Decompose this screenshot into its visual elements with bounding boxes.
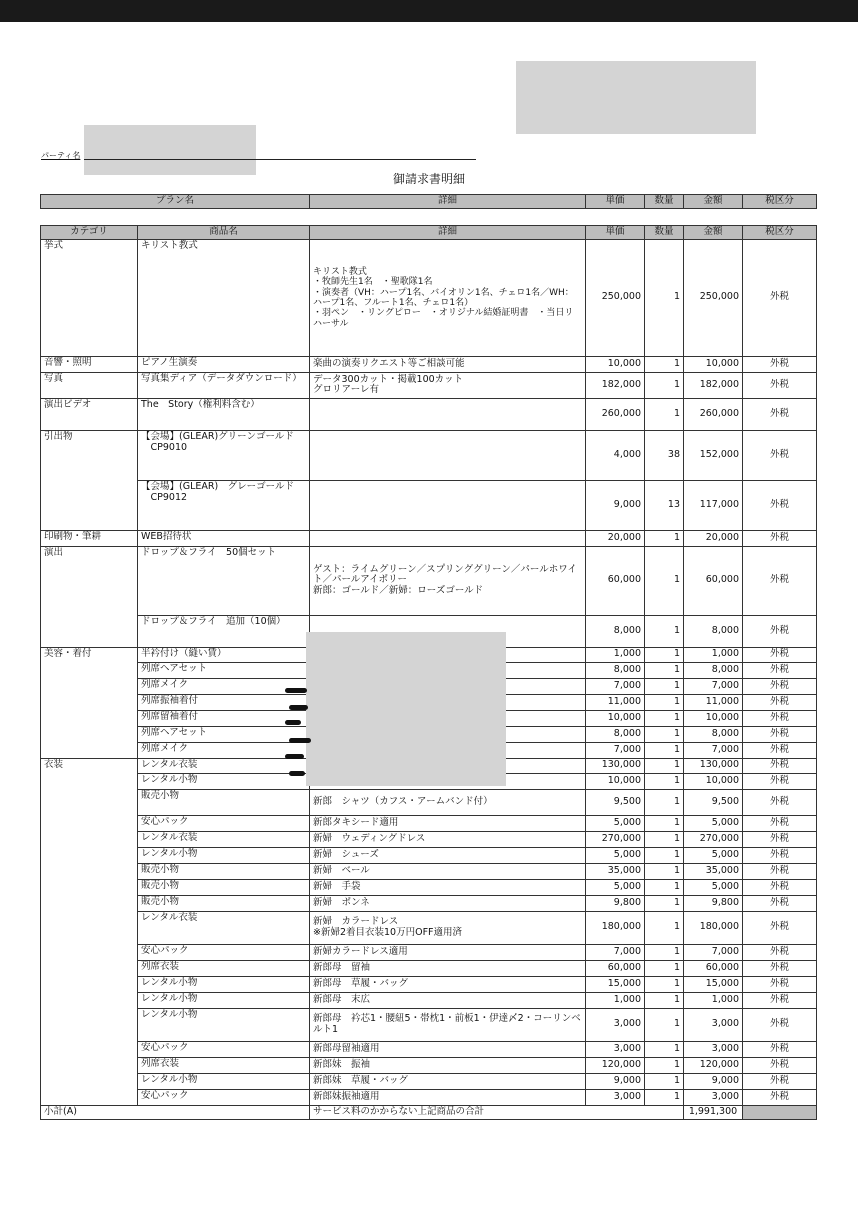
party-name-label: パーティ名 bbox=[41, 151, 81, 160]
detail-cell: ゲスト：ライムグリーン／スプリンググリーン／パールホワイト／パールアイボリー 新郎：ゴールド／新婦：ローズゴールド bbox=[310, 546, 586, 615]
amount-cell: 1,000 bbox=[684, 992, 743, 1008]
amount-cell: 3,000 bbox=[684, 1008, 743, 1041]
amount-cell: 20,000 bbox=[684, 530, 743, 546]
quantity-cell: 1 bbox=[645, 992, 684, 1008]
table-row bbox=[41, 789, 817, 815]
table-row bbox=[41, 1057, 817, 1073]
plan-col-tax: 税区分 bbox=[743, 195, 817, 209]
quantity-cell: 1 bbox=[645, 879, 684, 895]
unit-price-cell: 9,800 bbox=[586, 895, 645, 911]
redaction-mark bbox=[285, 754, 304, 759]
tax-class-cell: 外税 bbox=[743, 879, 817, 895]
item-name-cell: キリスト教式 bbox=[138, 239, 310, 356]
quantity-cell: 1 bbox=[645, 944, 684, 960]
amount-cell: 5,000 bbox=[684, 879, 743, 895]
item-name-cell: 販売小物 bbox=[138, 789, 310, 815]
tax-class-cell: 外税 bbox=[743, 694, 817, 710]
detail-cell bbox=[310, 430, 586, 480]
table-row bbox=[41, 546, 817, 615]
amount-cell: 1,000 bbox=[684, 647, 743, 662]
table-row bbox=[41, 863, 817, 879]
quantity-cell: 1 bbox=[645, 1089, 684, 1105]
col-item-name: 商品名 bbox=[138, 226, 310, 240]
unit-price-cell: 3,000 bbox=[586, 1041, 645, 1057]
tax-class-cell: 外税 bbox=[743, 372, 817, 398]
item-name-cell: レンタル小物 bbox=[138, 992, 310, 1008]
unit-price-cell: 5,000 bbox=[586, 847, 645, 863]
table-row bbox=[41, 430, 817, 480]
quantity-cell: 1 bbox=[645, 647, 684, 662]
amount-cell: 10,000 bbox=[684, 356, 743, 372]
quantity-cell: 1 bbox=[645, 356, 684, 372]
subtotal-row bbox=[41, 1105, 817, 1119]
table-row bbox=[41, 976, 817, 992]
tax-class-cell: 外税 bbox=[743, 895, 817, 911]
item-name-cell: レンタル衣装 bbox=[138, 758, 310, 773]
amount-cell: 3,000 bbox=[684, 1041, 743, 1057]
unit-price-cell: 3,000 bbox=[586, 1008, 645, 1041]
tax-class-cell: 外税 bbox=[743, 710, 817, 726]
detail-cell: 新婦カラードレス適用 bbox=[310, 944, 586, 960]
detail-cell bbox=[310, 480, 586, 530]
redaction-mark bbox=[285, 688, 307, 693]
document-title bbox=[0, 170, 858, 187]
category-cell: 演出ビデオ bbox=[41, 398, 138, 430]
unit-price-cell: 130,000 bbox=[586, 758, 645, 773]
tax-class-cell: 外税 bbox=[743, 863, 817, 879]
amount-cell: 15,000 bbox=[684, 976, 743, 992]
amount-cell: 120,000 bbox=[684, 1057, 743, 1073]
table-row bbox=[41, 1008, 817, 1041]
item-name-cell: レンタル衣装 bbox=[138, 831, 310, 847]
plan-col-detail: 詳細 bbox=[310, 195, 586, 209]
table-row bbox=[41, 356, 817, 372]
amount-cell: 10,000 bbox=[684, 773, 743, 789]
unit-price-cell: 5,000 bbox=[586, 879, 645, 895]
tax-class-cell: 外税 bbox=[743, 789, 817, 815]
amount-cell: 8,000 bbox=[684, 662, 743, 678]
tax-class-cell: 外税 bbox=[743, 742, 817, 758]
item-name-cell: 列席ヘアセット bbox=[138, 726, 310, 742]
unit-price-cell: 7,000 bbox=[586, 944, 645, 960]
amount-cell: 8,000 bbox=[684, 615, 743, 647]
table-row bbox=[41, 372, 817, 398]
detail-cell: 新郎 シャツ（カフス・アームバンド付） bbox=[310, 789, 586, 815]
table-row bbox=[41, 992, 817, 1008]
tax-class-cell: 外税 bbox=[743, 758, 817, 773]
item-name-cell: 列席留袖着付 bbox=[138, 710, 310, 726]
tax-class-cell: 外税 bbox=[743, 1008, 817, 1041]
unit-price-cell: 10,000 bbox=[586, 356, 645, 372]
unit-price-cell: 20,000 bbox=[586, 530, 645, 546]
detail-cell bbox=[310, 398, 586, 430]
item-name-cell: 【会場】(GLEAR) グレーゴールド CP9012 bbox=[138, 480, 310, 530]
tax-class-cell: 外税 bbox=[743, 960, 817, 976]
tax-class-cell: 外税 bbox=[743, 815, 817, 831]
quantity-cell: 13 bbox=[645, 480, 684, 530]
quantity-cell: 1 bbox=[645, 911, 684, 944]
redaction-mark bbox=[289, 771, 305, 776]
plan-table bbox=[40, 194, 817, 209]
quantity-cell: 1 bbox=[645, 530, 684, 546]
tax-class-cell: 外税 bbox=[743, 1089, 817, 1105]
quantity-cell: 1 bbox=[645, 742, 684, 758]
unit-price-cell: 3,000 bbox=[586, 1089, 645, 1105]
detail-cell: 新郎タキシード適用 bbox=[310, 815, 586, 831]
category-cell: 演出 bbox=[41, 546, 138, 647]
amount-cell: 117,000 bbox=[684, 480, 743, 530]
unit-price-cell: 250,000 bbox=[586, 239, 645, 356]
amount-cell: 8,000 bbox=[684, 726, 743, 742]
tax-class-cell: 外税 bbox=[743, 647, 817, 662]
unit-price-cell: 11,000 bbox=[586, 694, 645, 710]
amount-cell: 7,000 bbox=[684, 944, 743, 960]
col-detail: 詳細 bbox=[310, 226, 586, 240]
detail-cell: 新郎母 留袖 bbox=[310, 960, 586, 976]
plan-col-amount: 金額 bbox=[684, 195, 743, 209]
col-quantity: 数量 bbox=[645, 226, 684, 240]
item-name-cell: 安心パック bbox=[138, 944, 310, 960]
item-name-cell: レンタル小物 bbox=[138, 1073, 310, 1089]
tax-class-cell: 外税 bbox=[743, 831, 817, 847]
top-dark-bar bbox=[0, 0, 858, 22]
col-tax-class: 税区分 bbox=[743, 226, 817, 240]
subtotal-amount: 1,991,300 bbox=[684, 1105, 743, 1119]
tax-class-cell: 外税 bbox=[743, 430, 817, 480]
detail-cell: 新郎妹 草履・バッグ bbox=[310, 1073, 586, 1089]
unit-price-cell: 7,000 bbox=[586, 742, 645, 758]
table-row bbox=[41, 847, 817, 863]
amount-cell: 9,000 bbox=[684, 1073, 743, 1089]
item-name-cell: 写真集ディア（データダウンロード） bbox=[138, 372, 310, 398]
quantity-cell: 1 bbox=[645, 710, 684, 726]
unit-price-cell: 60,000 bbox=[586, 546, 645, 615]
amount-cell: 60,000 bbox=[684, 960, 743, 976]
category-cell: 印刷物・筆耕 bbox=[41, 530, 138, 546]
table-row bbox=[41, 960, 817, 976]
party-name-underline bbox=[84, 159, 476, 160]
quantity-cell: 1 bbox=[645, 694, 684, 710]
tax-class-cell: 外税 bbox=[743, 1073, 817, 1089]
detail-cell: 新郎妹振袖適用 bbox=[310, 1089, 586, 1105]
item-name-cell: 半衿付け（縫い賃） bbox=[138, 647, 310, 662]
quantity-cell: 1 bbox=[645, 1008, 684, 1041]
amount-cell: 152,000 bbox=[684, 430, 743, 480]
unit-price-cell: 35,000 bbox=[586, 863, 645, 879]
tax-class-cell: 外税 bbox=[743, 976, 817, 992]
tax-class-cell: 外税 bbox=[743, 239, 817, 356]
tax-class-cell: 外税 bbox=[743, 615, 817, 647]
detail-cell: 新郎妹 振袖 bbox=[310, 1057, 586, 1073]
tax-class-cell: 外税 bbox=[743, 530, 817, 546]
col-amount: 金額 bbox=[684, 226, 743, 240]
amount-cell: 270,000 bbox=[684, 831, 743, 847]
amount-cell: 260,000 bbox=[684, 398, 743, 430]
redacted-party-name bbox=[84, 125, 256, 175]
redaction-mark bbox=[285, 720, 301, 725]
item-name-cell: 【会場】(GLEAR)グリーンゴールド CP9010 bbox=[138, 430, 310, 480]
category-cell: 美容・着付 bbox=[41, 647, 138, 758]
detail-cell: 新郎母留袖適用 bbox=[310, 1041, 586, 1057]
amount-cell: 182,000 bbox=[684, 372, 743, 398]
detail-cell: 新婦 カラードレス ※新婦2着目衣装10万円OFF適用済 bbox=[310, 911, 586, 944]
quantity-cell: 1 bbox=[645, 863, 684, 879]
quantity-cell: 1 bbox=[645, 1041, 684, 1057]
amount-cell: 9,500 bbox=[684, 789, 743, 815]
unit-price-cell: 9,000 bbox=[586, 1073, 645, 1089]
item-name-cell: 列席振袖着付 bbox=[138, 694, 310, 710]
unit-price-cell: 182,000 bbox=[586, 372, 645, 398]
quantity-cell: 1 bbox=[645, 895, 684, 911]
tax-class-cell: 外税 bbox=[743, 546, 817, 615]
redaction-mark bbox=[289, 705, 308, 710]
table-row bbox=[41, 911, 817, 944]
item-name-cell: 列席メイク bbox=[138, 678, 310, 694]
subtotal-tax-empty bbox=[743, 1105, 817, 1119]
amount-cell: 130,000 bbox=[684, 758, 743, 773]
tax-class-cell: 外税 bbox=[743, 992, 817, 1008]
item-name-cell: 販売小物 bbox=[138, 895, 310, 911]
quantity-cell: 1 bbox=[645, 831, 684, 847]
amount-cell: 7,000 bbox=[684, 678, 743, 694]
table-row bbox=[41, 944, 817, 960]
unit-price-cell: 15,000 bbox=[586, 976, 645, 992]
detail-cell: 新郎母 草履・バッグ bbox=[310, 976, 586, 992]
plan-col-qty: 数量 bbox=[645, 195, 684, 209]
item-name-cell: レンタル小物 bbox=[138, 976, 310, 992]
unit-price-cell: 120,000 bbox=[586, 1057, 645, 1073]
unit-price-cell: 10,000 bbox=[586, 773, 645, 789]
quantity-cell: 1 bbox=[645, 976, 684, 992]
amount-cell: 5,000 bbox=[684, 815, 743, 831]
detail-cell: 新婦 ベール bbox=[310, 863, 586, 879]
quantity-cell: 1 bbox=[645, 758, 684, 773]
item-name-cell: 販売小物 bbox=[138, 879, 310, 895]
item-name-cell: 列席メイク bbox=[138, 742, 310, 758]
unit-price-cell: 60,000 bbox=[586, 960, 645, 976]
quantity-cell: 1 bbox=[645, 815, 684, 831]
tax-class-cell: 外税 bbox=[743, 678, 817, 694]
category-cell: 音響・照明 bbox=[41, 356, 138, 372]
category-cell: 挙式 bbox=[41, 239, 138, 356]
subtotal-detail: サービス料のかからない上記商品の合計 bbox=[310, 1105, 684, 1119]
quantity-cell: 1 bbox=[645, 773, 684, 789]
quantity-cell: 1 bbox=[645, 398, 684, 430]
quantity-cell: 1 bbox=[645, 615, 684, 647]
amount-cell: 11,000 bbox=[684, 694, 743, 710]
amount-cell: 35,000 bbox=[684, 863, 743, 879]
amount-cell: 9,800 bbox=[684, 895, 743, 911]
category-cell: 衣装 bbox=[41, 758, 138, 1105]
redacted-block-top-right bbox=[516, 61, 756, 134]
plan-col-plan-name: プラン名 bbox=[41, 195, 310, 209]
item-name-cell: ドロップ＆フライ 追加（10個） bbox=[138, 615, 310, 647]
table-row bbox=[41, 530, 817, 546]
quantity-cell: 1 bbox=[645, 847, 684, 863]
unit-price-cell: 8,000 bbox=[586, 726, 645, 742]
amount-cell: 3,000 bbox=[684, 1089, 743, 1105]
detail-cell: キリスト教式 ・牧師先生1名 ・聖歌隊1名 ・演奏者（VH：ハープ1名、バイオリン1名、チェロ1名／WH：ハープ1名、フルート1名、チェロ1名） ・羽ペン ・リングピロー ・オリジナル結婚証明書 ・当日リハーサル bbox=[310, 239, 586, 356]
tax-class-cell: 外税 bbox=[743, 1041, 817, 1057]
category-cell: 引出物 bbox=[41, 430, 138, 530]
detail-cell: 楽曲の演奏リクエスト等ご相談可能 bbox=[310, 356, 586, 372]
detail-cell: 新郎母 末広 bbox=[310, 992, 586, 1008]
item-name-cell: レンタル衣装 bbox=[138, 911, 310, 944]
item-name-cell: 安心パック bbox=[138, 1089, 310, 1105]
item-name-cell: 販売小物 bbox=[138, 863, 310, 879]
quantity-cell: 1 bbox=[645, 726, 684, 742]
tax-class-cell: 外税 bbox=[743, 911, 817, 944]
amount-cell: 250,000 bbox=[684, 239, 743, 356]
tax-class-cell: 外税 bbox=[743, 480, 817, 530]
table-row bbox=[41, 879, 817, 895]
detail-cell: データ300カット・掲載100カット グロリアーレ有 bbox=[310, 372, 586, 398]
unit-price-cell: 180,000 bbox=[586, 911, 645, 944]
subtotal-label: 小計(A) bbox=[41, 1105, 310, 1119]
quantity-cell: 38 bbox=[645, 430, 684, 480]
unit-price-cell: 5,000 bbox=[586, 815, 645, 831]
unit-price-cell: 9,000 bbox=[586, 480, 645, 530]
redaction-mark bbox=[289, 738, 311, 743]
table-row bbox=[41, 398, 817, 430]
item-name-cell: 列席ヘアセット bbox=[138, 662, 310, 678]
unit-price-cell: 1,000 bbox=[586, 992, 645, 1008]
unit-price-cell: 270,000 bbox=[586, 831, 645, 847]
table-row bbox=[41, 1089, 817, 1105]
unit-price-cell: 8,000 bbox=[586, 615, 645, 647]
plan-col-price: 単価 bbox=[586, 195, 645, 209]
item-name-cell: レンタル小物 bbox=[138, 1008, 310, 1041]
unit-price-cell: 1,000 bbox=[586, 647, 645, 662]
item-name-cell: 安心パック bbox=[138, 815, 310, 831]
quantity-cell: 1 bbox=[645, 1057, 684, 1073]
item-name-cell: 安心パック bbox=[138, 1041, 310, 1057]
detail-cell: 新婦 手袋 bbox=[310, 879, 586, 895]
tax-class-cell: 外税 bbox=[743, 1057, 817, 1073]
quantity-cell: 1 bbox=[645, 1073, 684, 1089]
item-name-cell: 列席衣装 bbox=[138, 1057, 310, 1073]
unit-price-cell: 8,000 bbox=[586, 662, 645, 678]
item-name-cell: ピアノ生演奏 bbox=[138, 356, 310, 372]
document-title-text: 御請求書明細 bbox=[392, 172, 465, 186]
tax-class-cell: 外税 bbox=[743, 662, 817, 678]
item-name-cell: レンタル小物 bbox=[138, 773, 310, 789]
amount-cell: 7,000 bbox=[684, 742, 743, 758]
item-name-cell: レンタル小物 bbox=[138, 847, 310, 863]
amount-cell: 10,000 bbox=[684, 710, 743, 726]
quantity-cell: 1 bbox=[645, 678, 684, 694]
unit-price-cell: 7,000 bbox=[586, 678, 645, 694]
quantity-cell: 1 bbox=[645, 372, 684, 398]
quantity-cell: 1 bbox=[645, 239, 684, 356]
unit-price-cell: 9,500 bbox=[586, 789, 645, 815]
detail-cell: 新婦 ボンネ bbox=[310, 895, 586, 911]
plan-header-row bbox=[41, 195, 817, 209]
quantity-cell: 1 bbox=[645, 546, 684, 615]
redacted-detail-area bbox=[306, 632, 506, 786]
amount-cell: 5,000 bbox=[684, 847, 743, 863]
table-row bbox=[41, 1073, 817, 1089]
detail-cell bbox=[310, 530, 586, 546]
item-name-cell: 列席衣装 bbox=[138, 960, 310, 976]
tax-class-cell: 外税 bbox=[743, 398, 817, 430]
items-header-row bbox=[41, 226, 817, 240]
tax-class-cell: 外税 bbox=[743, 356, 817, 372]
amount-cell: 180,000 bbox=[684, 911, 743, 944]
unit-price-cell: 10,000 bbox=[586, 710, 645, 726]
table-row bbox=[41, 895, 817, 911]
unit-price-cell: 4,000 bbox=[586, 430, 645, 480]
col-unit-price: 単価 bbox=[586, 226, 645, 240]
tax-class-cell: 外税 bbox=[743, 726, 817, 742]
quantity-cell: 1 bbox=[645, 662, 684, 678]
item-name-cell: WEB招待状 bbox=[138, 530, 310, 546]
table-row bbox=[41, 1041, 817, 1057]
category-cell: 写真 bbox=[41, 372, 138, 398]
table-row bbox=[41, 239, 817, 356]
tax-class-cell: 外税 bbox=[743, 847, 817, 863]
table-row bbox=[41, 815, 817, 831]
detail-cell: 新婦 シューズ bbox=[310, 847, 586, 863]
quantity-cell: 1 bbox=[645, 960, 684, 976]
item-name-cell: ドロップ＆フライ 50個セット bbox=[138, 546, 310, 615]
amount-cell: 60,000 bbox=[684, 546, 743, 615]
detail-cell: 新婦 ウェディングドレス bbox=[310, 831, 586, 847]
quantity-cell: 1 bbox=[645, 789, 684, 815]
tax-class-cell: 外税 bbox=[743, 944, 817, 960]
col-category: カテゴリ bbox=[41, 226, 138, 240]
unit-price-cell: 260,000 bbox=[586, 398, 645, 430]
table-row bbox=[41, 831, 817, 847]
detail-cell: 新郎母 衿芯1・腰紐5・帯枕1・前板1・伊達〆2・コーリンベルト1 bbox=[310, 1008, 586, 1041]
tax-class-cell: 外税 bbox=[743, 773, 817, 789]
table-row bbox=[41, 480, 817, 530]
item-name-cell: The Story（権利料含む） bbox=[138, 398, 310, 430]
